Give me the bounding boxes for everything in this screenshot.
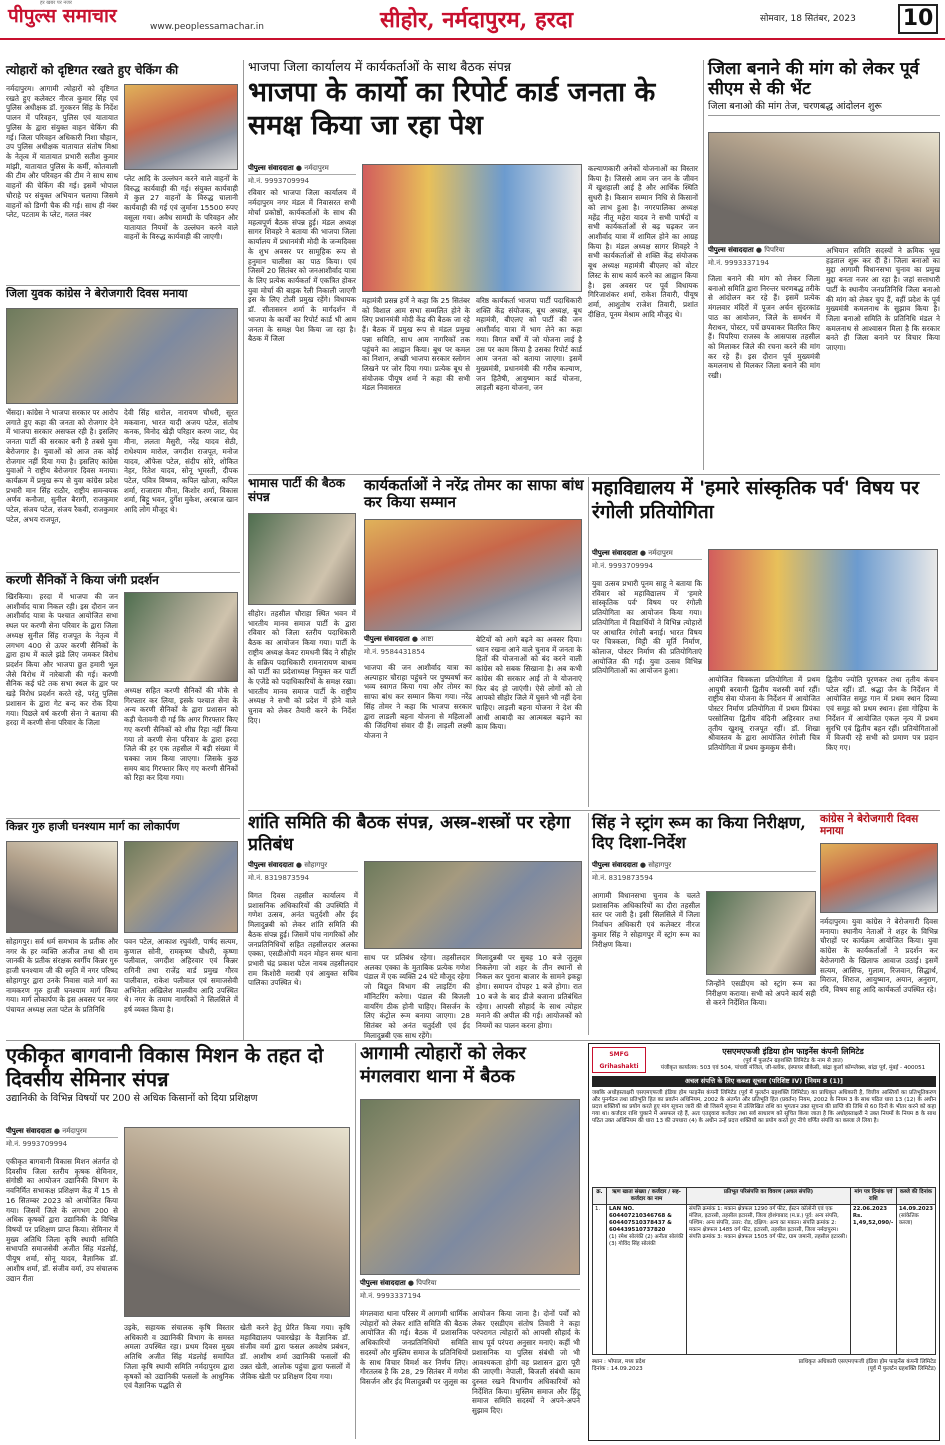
body-text: भैंसदा। कांग्रेस ने भाजपा सरकार पर आरोप लगाते हुए कहा की जनता को रोजगार देने में भाजपा सरकार असफल रही है। इसलिए जनता पार्टी की सरकार बनी है तबसे युवा बेरोजगार है। युवाओं को आज तक कोई रोजगार नहीं दिया गया है। इसलिए कांग्रेस युवाओं ने राष्ट्रीय बेरोजगार दिवस मनाया। कार्यक्रम में प्रमुख रूप से युवा कांग्रेस प्रदेश प्रभारी मान सिंह राठौर, राष्ट्रीय समन्वयक अर्णव कनौजा, सुनील बैरागी, राजकुमार पटेल, संजय पटेल, संजय रैकवी, राजकुमार पटेल, अभय राजपूत, <box>6 408 118 524</box>
ad-place: स्थान : भोपाल, मध्य प्रदेश <box>592 1358 646 1365</box>
masthead <box>0 0 945 40</box>
table-header-cell: ऋण खाता संख्या / कर्जदार / सह-कर्जदार का नाम <box>607 1187 687 1204</box>
ad-signatory-note: (पूर्व में फुलर्टन ग्रहशक्ति लिमिटेड) <box>867 1365 936 1372</box>
body-text: खेती करने हेतु प्रेरित किया गया। कृषि महाविद्यालय पवारखेड़ा के वैज्ञानिक डॉ. संजीव वर्मा द्वारा फसल अवशेष प्रबंधन, डॉ. आशीष शर्मा उद्यानिकी फसलों की उन्नत खेती, आलोक पहुंचा द्वारा फसलों में जैविक खेती पर प्रशिक्षण दिया गया। <box>240 1323 350 1381</box>
story-mangalwara-meeting <box>360 1043 582 1441</box>
news-photo <box>124 1127 350 1317</box>
body-text: महामंत्री प्रसन्न हर्णे ने कहा कि 25 सितंबर को विशाल आम सभा सम्मलित होने के लिए प्रधानमंत्री मोदी केंद्र की बैठक जा रहे हैं। बैठक में प्रमुख रूप से मंडल प्रमुख पन्ना समिति, साथ आम नागरिकों तक पहुंचने का आह्वान किया। बूथ पर कमल का निशान, अच्छी भाजपा सरकार स्लोगन लिखने पर जोर दिया गया। प्रत्येक बूथ से संयोजक पीयूष शर्मा ने कहा की सभी मंडल निवासरत <box>362 296 470 393</box>
table-header-cell: कब्जे की दिनांक <box>896 1187 935 1204</box>
ad-logo <box>592 1047 646 1073</box>
headline: त्योहारों को दृष्टिगत रखते हुए चेकिंग की <box>6 63 179 77</box>
row-property: संपत्ति क्रमांक 1: मकान क्षेत्रफल 1290 वर्ग फीट, ईस्टन कॉलोनी एवं एक मंजिल, इटारसी, तहसील इटारसी, जिला होशंगाबाद (म.प्र.) पूर्व: अन्य संपत्ति, पश्चिम: अन्य संपत्ति, उत्तर: रोड, दक्षिण: अन्य का मकान। संपत्ति क्रमांक 2: मकान क्षेत्रफल 1485 वर्ग फीट, इटारसी, तहसील इटारसी, जिला नर्मदापुरम। संपत्ति क्रमांक 3: मकान क्षेत्रफल 1505 वर्ग फीट, ग्राम जमानी, तहसील इटारसी। <box>687 1204 851 1354</box>
page-number: 10 <box>898 4 938 34</box>
issue-date: सोमवार, 18 सितंबर, 2023 <box>760 14 856 24</box>
site-url[interactable]: www.peoplessamachar.in <box>150 22 264 32</box>
body-text: खिरकिया। हरदा में भाजपा की जन आशीर्वाद यात्रा निकल रही। इस दौरान जन आशीर्वाद यात्रा के पश्चात आयोजित सभा स्थल पर करणी सेना परिवार के द्वारा जिला अध्यक्ष सुनील सिंह राजपूत के नेतृत्व में लगभग 400 से ऊपर करणी सैनिकों के द्वारा हाथ में काले झंडे लिए जमकर विरोध प्रदर्शन किया और भाजपा छुत हमारी भूल जैसे विरोध में नारेबाजी की गई। करणी सैनिक कई घंटे तक सभा स्थल के द्वार पर खड़े विरोध प्रदर्शन करते रहे, परंतु पुलिस प्रशासन के द्वारा गेट बन्द कर रोक दिया गया। पिछले वर्ष करणी सेना ने बताया की हरदा में करणी सेना परिवार के जिला <box>6 592 118 728</box>
reporter-phone: मो.नं. 9584431854 <box>364 648 426 657</box>
region-title: सीहोर, नर्मदापुरम, हरदा <box>380 7 574 33</box>
byline: पीपुल्स संवाददाता ● नर्मदापुरम <box>6 1127 118 1138</box>
column-divider <box>588 477 589 807</box>
byline-block <box>360 1279 580 1307</box>
dateline-place: नर्मदापुरम <box>304 164 329 172</box>
dateline-place: सोहागपुर <box>304 861 328 869</box>
divider <box>6 818 240 819</box>
byline: पीपुल्स संवाददाता ● सोहागपुर <box>248 861 358 872</box>
reporter-phone: मो.नं. 9993709994 <box>248 177 310 186</box>
table-header-cell: मांग पत्र दिनांक एवं राशि <box>850 1187 896 1204</box>
news-photo <box>248 513 356 605</box>
story-peace-committee <box>248 813 584 1040</box>
news-photo <box>124 84 238 170</box>
story-karni-sena <box>6 574 239 816</box>
news-photo <box>6 841 118 933</box>
news-photo <box>360 1099 580 1275</box>
body-text: नर्मदापुरम। आगामी त्योहारों को दृष्टिगत रखते हुए कलेक्टर नीरज कुमार सिंह एवं पुलिस अधीक्षक डॉ. गुरकरन सिंह के निर्देश पालन में परिवहन, पुलिस एवं यातायात पुलिस के द्वारा संयुक्त वाहन चेकिंग की गई। जिला परिवहन अधिकारी निशा चौहान, उप पुलिस अधीक्षक यातायात संतोष मिश्रा के नेतृत्व में यातायात प्रभारी सतीश कुमार मांझी, यातायात पुलिस के कर्मी, कोतवाली की टीम और परिवहन की टीम ने साथ साथ वाहनों की चेकिंग की गई। इसमें भोपाल चौराहे पर संयुक्त अभियान चलाया जिसमे वाहनों को डिग्गी चैक की गई। साथ ही नंबर प्लेट, पटताम के प्लेट, गलत नंबर <box>6 84 118 220</box>
kicker: भाजपा जिला कार्यालय में कार्यकर्ताओं के साथ बैठक संपन्न <box>248 59 511 74</box>
body-text: बेटियों को आगे बढ़ने का अवसर दिया। ध्यान रखना आने वाले चुनाव में जनता के हितों की योजनाओं को बंद करने वाली कांग्रेस को सबक सिखाना है। अब कभी कांग्रेस की सरकार आई तो वे योजनाएं फिर बंद हो जाएंगी। ऐसे लोगों को तो आपको सीहोर जिले में घुसने भी नहीं देना चाहिए। लाड़ली बहना योजना ने देश की आधी आबादी का आत्मबल बढ़ाने का काम किया। <box>476 635 582 732</box>
dateline-place: आष्टा <box>420 635 434 643</box>
subhead: जिला बनाओ की मांग तेज, चरणबद्ध आंदोलन शुरू <box>708 102 940 116</box>
story-checking <box>6 64 239 284</box>
row-accounts <box>607 1204 687 1354</box>
body-text: वरिष्ठ कार्यकर्ता भाजपा पार्टी पदाधिकारी शक्ति केंद्र संयोजक, बूथ अध्यक्ष, बूथ महामंत्री, बीएलए को पार्टी की जन आशीर्वाद यात्रा में भाग लेने का कहा गया। विगत वर्षों में जो योजना लाई है उस पर काम किया है उसका रिपोर्ट कार्ड आम जनता को बताया जाएगा। इसमें मुख्यमंत्री, प्रधानमंत्री की गरीब कल्याण, जन हितैषी, आयुष्मान कार्ड योजना, लाड़ली बहना योजना, जन <box>476 296 582 393</box>
news-photo <box>708 132 940 244</box>
possession-notice-ad <box>588 1043 940 1441</box>
byline: पीपुल्स संवाददाता ● पिपरिया <box>360 1279 580 1290</box>
byline-block <box>248 164 356 470</box>
news-photo <box>708 549 938 671</box>
byline: पीपुल्स संवाददाता ● आष्टा <box>364 635 472 646</box>
body-text: मंगलवारा थाना परिसर में आगामी धार्मिक त्योहारों को लेकर शांति समिति की बैठक आयोजित की गई। बैठक में प्रशासनिक अधिकारियों जनप्रतिनिधियों समिति सदस्यों और मुस्लिम समाज के प्रतिनिधियों के साथ विचार विमर्श कर निर्णय लिए। गौरतलब है कि 28, 29 सितंबर में गणेश विसर्जन और ईद मिलादुन्नबी पर जुलूस का <box>360 1309 468 1387</box>
brand-tagline: हर खबर पर नजर <box>40 0 72 6</box>
ad-notice-body: जबकि अधोहस्ताक्षरी एसएमएफजी इंडिया होम फाइनेंस कंपनी लिमिटेड (पूर्व में फुलर्टन ग्रहशक्ति लिमिटेड) का प्राधिकृत अधिकारी है, वित्तीय आस्तियों का प्रतिभूतिकरण और पुनर्गठन तथा प्रतिभूति हित का प्रवर्तन अधिनियम, 2002 के अंतर्गत और प्रतिभूति हित (प्रवर्तन) नियम, 2002 के नियम 3 के साथ पठित धारा 13 (12) के अधीन प्रदत्त शक्तियों का प्रयोग करते हुए मांग सूचना जारी की थी जिसमें सूचना में उल्लिखित राशि का भुगतान उक्त सूचना की प्राप्ति की तिथि से 60 दिनों के भीतर करने को कहा गया था। कर्जदार राशि चुकाने में असफल रहे हैं, अतः एतद्द्वारा कर्जदार तथा सर्व साधारण को सूचित किया जाता है कि अधोहस्ताक्षरी ने उक्त नियमों के नियम 8 के साथ पठित उक्त अधिनियम की धारा 13 की उपधारा (4) के अधीन उन्हें प्रदत्त शक्तियों का प्रयोग करते हुए नीचे वर्णित संपत्ति का कब्जा ले लिया है। <box>592 1089 936 1124</box>
reporter-phone: मो.नं. 9993337194 <box>360 1292 422 1301</box>
body-text: द्वितीय ज्योति पूरणकर तथा तृतीय कंचन पटेल रहीं। डॉ. श्रद्धा जैन के निर्देशन में आयोजित समूह गान में प्रथम स्थान दिव्या एवं समूह को प्रथम स्थान। हंसा गोहिया के निर्देशन में आयोजित एकल नृत्य में प्रथम सुरभि एवं द्वितीय बहन रहीं। प्रतियोगिताओं में विजयी रहे सभी को प्रमाण पत्र प्रदान किए गए। <box>826 675 938 753</box>
column-divider <box>588 813 589 1035</box>
loan-accounts: LAN NO. 604407210346768 & 604407510378437 & 604439510737820 <box>609 1205 672 1234</box>
reporter-name: पीपुल्स संवाददाता <box>708 246 754 254</box>
body-text: मिलादुन्नबी पर सुबह 10 बजे जुलूस निकलेगा जो शहर के तीन स्थानों से निकल कर पुराना बाजार के सामने इकट्ठा होगा। समापन दोपहर 1 बजे होगा। रात 10 बजे के बाद डीजे बजाना प्रतिबंधित रहेगा। आपसी सौहार्द के साथ त्योहार मनाने की अपील की गई। आयोजकों को नियमों का पालन करना होगा। <box>476 953 582 1031</box>
news-photo <box>6 308 238 404</box>
reporter-name: पीपुल्स संवाददाता <box>248 861 294 869</box>
byline: पीपुल्स संवाददाता ● पिपरिया <box>708 246 940 257</box>
table-header-cell: क्र. <box>593 1187 607 1204</box>
reporter-name: पीपुल्स संवाददाता <box>364 635 410 643</box>
body-text: आयोजन किया जाना है। दोनों पर्वों को लेकर एसडीएम संतोष तिवारी ने कहा परंपरागत त्योहारों को आपसी सौहार्द के साथ पूर्व परंपरा अनुसार मनाएं। कहीं भी प्रशासनिक या पुलिस संबंधी जो भी आवश्यकता होगी वह प्रशासन द्वारा पूरी की जाएगी। नेपाली, बिजली संबंधी काम दुरुस्त रखने विभागीय अधिकारियों को निर्देशित किया। मुस्लिम समाज और हिंदू समाज समिति सदस्यों ने अपने-अपने सुझाव दिए। <box>472 1309 580 1416</box>
story-strong-room <box>592 813 816 1035</box>
dateline-place: नर्मदापुरम <box>62 1127 87 1135</box>
borrower-names: (1) रमेश सोलंकी (2) अनीता सोलंकी (3) गोविंद सिंह सोलंकी <box>609 1234 684 1248</box>
headline: कांग्रेस ने बेरोजगारी दिवस मनाया <box>820 813 919 838</box>
column-divider <box>355 1043 356 1439</box>
dateline-place: पिपरिया <box>416 1279 437 1287</box>
possession-table <box>592 1187 936 1355</box>
story-bhamas-party <box>248 477 358 807</box>
body-text: आगामी विधानसभा चुनाव के चलते प्रशासनिक अधिकारियों का दौरा तहसील स्तर पर जारी है। इसी सिलसिले में जिला निर्वाचन अधिकारी एवं कलेक्टर नीरज कुमार सिंह ने सोहागपुर में स्ट्रांग रूम का निरीक्षण किया। <box>592 891 700 949</box>
possession-type: (सांकेतिक कब्जा) <box>898 1212 919 1227</box>
reporter-name: पीपुल्स संवाददाता <box>6 1127 52 1135</box>
ad-prev-name: (पूर्व में फुलर्टन ग्रहशक्ति लिमिटेड के नाम से ज्ञात) <box>743 1057 843 1064</box>
divider <box>6 285 240 286</box>
story-rangoli-competition <box>592 477 940 807</box>
table-header <box>593 1187 936 1204</box>
body-text: अध्यक्ष सहित करणी सैनिकों की मौके से गिरफ्तार कर लिया, इसके पश्चात सेना के अन्य करणी सैनिकों के द्वारा प्रशासन को कड़ी चेतावनी दी गई कि अगर गिरफ्तार किए गए करणी सैनिकों को शीघ्र रिहा नहीं किया गया तो करणी सेना परिवार के द्वारा हरदा जिले की हर एक तहसील में बड़ी संख्या में चक्का जाम किया जाएगा। जिसके कुछ समय बाद गिरफ्तार किए गए करणी सैनिकों को रिहा कर दिया गया। <box>124 686 238 783</box>
body-text: देवी सिंह धारोल, नारायण चौधरी, सूरत मकवाना, भारत यादी अजय पटेल, संतोष कनक, विनोद खेड़ी परिहार करण जाट, घेद मीना, ललता मैसुरी, नरेंद्र यादव सेठी, राधेश्याम मारोल, जगदीश राजपूत, मनोज यादव, ऑफेस पटेल, संदीप सोरे, शोकित नेहर, रितेश यादव, सोनू भूमस्ती, दीपक पटेल, पवित्र विष्णव, कपिल खोजा, कपिल शर्मा, राजाराम मीना, किशोर शर्मा, विकास शर्मा, बिट्टू भवन, दुर्गेश मुकेश, अरबाज खान आदि लोग मौजूद थे। <box>124 408 238 515</box>
headline: भामास पार्टी की बैठक संपन्न <box>248 476 345 504</box>
byline-block <box>248 861 358 889</box>
divider <box>248 810 940 811</box>
ad-office: पंजीकृत कार्यालय: 503 एवं 504, पांचवी मंजिल, जी-ब्लॉक, इंस्पायर बीकेसी, बांद्रा कुर्ला कॉम्प्लेक्स, बांद्रा पूर्व, मुंबई - 400051 <box>660 1064 926 1071</box>
story-district-demand <box>708 60 940 472</box>
ad-date: दिनांक : 14.09.2023 <box>592 1365 643 1372</box>
story-congress-unemployment <box>820 813 940 1035</box>
byline-block <box>592 861 816 889</box>
news-photo <box>364 861 582 949</box>
reporter-phone: मो.नं. 9993709994 <box>6 1140 68 1149</box>
reporter-phone: मो.नं. 9993709994 <box>592 562 654 571</box>
body-text: आयोजित चित्रकला प्रतियोगिता में प्रथम आयुषी बरवानी द्वितीय यशस्वी वर्मा रहीं। राष्ट्रीय सेवा योजना के निर्देशन में आयोजित पोस्टर निर्माण प्रतियोगिता में प्रथम प्रियंका परसोलिया द्वितीय वंदिनी अहिरवार तथा तृतीय खुशबू राजपूत रहीं। डॉ. शिखा श्रीवास्तव के द्वारा आयोजित रंगोली चित्र प्रतियोगिता में प्रथम कुमकुम सैनी। <box>708 675 820 753</box>
headline: आगामी त्योहारों को लेकर मंगलवारा थाना में बैठक <box>360 1043 526 1087</box>
dateline-place: सोहागपुर <box>648 861 672 869</box>
body-text: साथ पर प्रतिबंध रहेगा। तहसीलदार अलका एक्का के मुताबिक प्रत्येक गणेश पंडाल में एक व्यक्ति 24 घंटे मौजूद रहेगा जो विद्युत विभाग की लाइटिंग की मॉनिटरिंग करेगा। पंडाल की बिजली वायरिंग ठीक होनी चाहिए। विसर्जन के लिए कंट्रोल रूम बनाया जाएगा। 28 सितंबर को अनंत चतुर्दशी एवं ईद मिलादुन्नबी एक साथ रहेंगे। <box>364 953 470 1040</box>
news-photo <box>820 843 938 913</box>
byline-block <box>364 635 472 663</box>
brand-logo: पीपुल्स समाचार <box>8 5 117 27</box>
byline: पीपुल्स संवाददाता ● नर्मदापुरम <box>592 549 702 560</box>
reporter-name: पीपुल्स संवाददाता <box>592 549 638 557</box>
headline: सिंह ने स्ट्रांग रूम का किया निरीक्षण, दिए दिशा-निर्देश <box>592 813 806 852</box>
story-horticulture-seminar <box>6 1043 352 1441</box>
demand-amount: Rs. 1,49,52,090/- <box>852 1212 894 1227</box>
story-tomar-honour <box>364 477 584 807</box>
body-text: नर्मदापुरम। युवा कांग्रेस ने बेरोजगारी दिवस मनाया। स्थानीय नेताओं ने शहर के विभिन्न चौराहों पर कार्यक्रम आयोजित किया। युवा कांग्रेस के कार्यकर्ताओं ने प्रदर्शन कर बेरोजगारी के खिलाफ आवाज उठाई। इसमें सत्यम, आसिफ, गुलाम, रिजवान, सिद्धार्थ, मिराज, शिराज, आयुष्मान, अयान, अनुराग, रवि, विषय साहू आदि कार्यकर्ता उपस्थित रहे। <box>820 917 938 995</box>
column-divider <box>703 60 704 470</box>
ad-signatory: प्राधिकृत अधिकारी एसएमएफजी इंडिया होम फाइनेंस कंपनी लिमिटेड <box>798 1358 936 1365</box>
reporter-phone: मो.नं. 8319873594 <box>592 874 654 883</box>
headline: जिला युवक कांग्रेस ने बेरोजगारी दिवस मनाया <box>6 287 188 300</box>
headline: महाविद्यालय में 'हमारे सांस्कृतिक पर्व' विषय पर रंगोली प्रतियोगिता <box>592 477 919 523</box>
body-text: रविवार को भाजपा जिला कार्यालय में नर्मदापुरम नगर मंडल में निवासरत सभी मोर्चा प्रकोष्ठों, कार्यकर्ताओं के साथ की महत्वपूर्ण बैठक संपन्न हुई। मंडल अध्यक्ष सागर शिवहरे ने बताया की भाजपा जिला कार्यालय में प्रधानमंत्री मोदी के जन्मदिवस के शुभ अवसर पर सामूहिक रूप से हनुमान चालीसा का पाठ किया। एवं जिसमें 20 सितंबर को जनआशीर्वाद यात्रा के लिए प्रत्येक कार्यकर्ता में एकत्रित होकर युवा मोर्चा की बाइक रैली निकाली जाएगी इस के लिए टोली प्रमुख रहेंगे। विधायक डॉ. सीतासरन शर्मा के मार्गदर्शन में भाजपा के कार्यों का रिपोर्ट कार्ड भी आम जनता के समक्ष पेश किया जा रहा है। बैठक में जिला <box>248 188 356 344</box>
reporter-name: पीपुल्स संवाददाता <box>360 1279 406 1287</box>
story-bjp-report-card <box>248 60 700 472</box>
table-header-cell: प्रतिभूत परिसंपत्ति का विवरण (अचल संपत्ति) <box>687 1187 851 1204</box>
headline: एकीकृत बागवानी विकास मिशन के तहत दो दिवसीय सेमिनार संपन्न <box>6 1043 324 1091</box>
byline: पीपुल्स संवाददाता ● सोहागपुर <box>592 861 816 872</box>
body-text: एकीकृत बागवानी विकास मिशन अंतर्गत दो दिवसीय जिला स्तरीय कृषक सेमिनार, संगोष्ठी का आयोजन उद्यानिकी विभाग के नवनिर्मित सभाकक्ष प्रशिक्षण केंद्र में 15 से 16 सितम्बर 2023 को आयोजित किया गया। जिसमें जिले के लगभग 200 से अधिक कृषकों द्वारा उद्यानिकी के विभिन्न विषयों पर प्रशिक्षण प्राप्त किया। सेमिनार में मुख्य अतिथि जिला कृषि स्थायी समिति सभापति समाजसेवी अजीत सिंह मंडलोई, पीयूष शर्मा, सोनू यादव, वैज्ञानिक डॉ. आशीष शर्मा, डॉ. संजीव वर्मा, उप संचालक उद्यान रीता <box>6 1157 118 1283</box>
story-youth-congress <box>6 288 239 570</box>
news-photo <box>364 519 582 631</box>
body-text: सोहागपुर। सर्व धर्म समभाव के प्रतीक और नगर के हर व्यक्ति अजीज तथा श्री राम जानकी के प्रतीक संरक्षक स्वर्गीय किन्नर गुरु हाजी घनश्याम जी की स्मृति में नगर परिषद सोहागपुर द्वारा उनके निवास वाले मार्ग का नामकरण गुरु हाजी घनश्याम मार्ग किया गया। मार्ग लोकार्पण के इस अवसर पर नगर पंचायत अध्यक्ष लता पटेल के प्रतिनिधि <box>6 937 118 1015</box>
reporter-name: पीपुल्स संवाददाता <box>248 164 294 172</box>
row-possession <box>896 1204 935 1354</box>
reporter-name: पीपुल्स संवाददाता <box>592 861 638 869</box>
body-text: सीहोर। तहसील चौराहा स्थित भवन में भारतीय मानव समाज पार्टी के द्वारा रविवार को जिला स्तरीय पदाधिकारी बैठक का आयोजन किया गया। पार्टी के राष्ट्रीय अध्यक्ष केवट रामधनी बिंद ने सीहोर के सक्रिय पदाधिकारी रामनारायण बाथम को पार्टी का प्रदेशाध्यक्ष नियुक्त कर पार्टी के एजेंडे को पदाधिकारियों के समक्ष रखा। भारतीय मानव समाज पार्टी के राष्ट्रीय अध्यक्ष ने सभी को प्रदेश में होने वाले चुनाव को लेकर तैयारी करने के निर्देश दिए। <box>248 609 356 725</box>
body-text: जिला बनाने की मांग को लेकर जिला बनाओ समिति द्वारा निरन्तर चरणबद्ध तरीके से आंदोलन कर रहे हैं। इसमें प्रत्येक मंगलवार मंदिरों में पूजन अर्चन सुंदरकांड पाठ का आयोजन, जिले के समर्थन में मैराथन, पोस्टर, पर्चे छपवाकर वितरित किए हैं। पिपरिया राजस्व के आसपास तहसील को मिलाकर जिले की रचना करने की मांग कर रहे हैं। इस दौरान पूर्व मुख्यमंत्री कमलनाथ से मिलकर जिला बनाने की मांग रखी। <box>708 274 820 381</box>
body-text: पवन पटेल, आकाश रघुवंशी, पार्षद सत्यम, कुणाल सोनी, रामकृष्ण चौधरी, कृष्णा पलीवाल, जगदीश अहिरवार एवं किन्नर रागिनी तथा राजेंद्र वार्ड प्रमुख गौरव पालीवाल, राकेश पलीवाल एवं समाजसेवी अभिनेता अखिलेश मालवीय आदि उपस्थित थे। नगर के तमाम नागरिकों ने सिलसिले में हर्ष व्यक्त किया है। <box>124 937 238 1015</box>
column-divider <box>243 60 244 1040</box>
subhead: उद्यानिकी के विभिन्न विषयों पर 200 से अधिक किसानों को दिया प्रशिक्षण <box>6 1093 258 1104</box>
news-photo <box>124 841 238 933</box>
row-number: 1. <box>593 1204 607 1354</box>
body-text: विगत दिवस तहसील कार्यालय में प्रशासनिक अधिकारियों की उपस्थिति में गणेश उत्सव, अनंत चतुर्दशी और ईद मिलादुन्नबी को लेकर शांति समिति की बैठक संपन्न हुई। जिसमें पांच नागरिकों और जनप्रतिनिधियों सहित तहसीलदार अलका एक्का, एसडीओपी मदन मोहन समर थाना प्रभारी चंद्र प्रकाश पटेल नायब तहसीलदार राम किशोरी मराबी एवं आयुक्त सचिव पालिका उपस्थित थे। <box>248 891 358 988</box>
divider <box>6 1040 940 1041</box>
ad-brand: SMFG Grihashakti <box>599 1051 639 1070</box>
dateline-place: नर्मदापुरम <box>648 549 673 557</box>
body-text: युवा उत्सव प्रभारी पूनम साहू ने बताया कि रविवार को महाविद्यालय में 'हमारे सांस्कृतिक पर्व' विषय पर रंगोली प्रतियोगिता का आयोजन किया गया। प्रतियोगिता में विद्यार्थियों ने विभिन्न त्योहारों पर आधारित रंगोली बनाई। भारत विषय पर चित्रकला, मिट्टी की मूर्ति निर्माण, कोलाज, पोस्टर निर्माण की प्रतियोगिताएं आयोजित की गईं। युवा उत्सव विभिन्न प्रतियोगिताओं का आयोजन हुआ। <box>592 579 702 676</box>
reporter-phone: मो.नं. 9993337194 <box>708 259 770 268</box>
headline: कार्यकर्ताओं ने नरेंद्र तोमर का साफा बांध कर किया सम्मान <box>364 476 584 512</box>
headline: किन्नर गुरु हाजी घनश्याम मार्ग का लोकार्पण <box>6 820 180 833</box>
body-text: प्लेट आदि के उल्लंघन करने वाले वाहनों के विरुद्ध कार्यवाही की गई। संयुक्त कार्यवाही में कुल 27 वाहनों के विरुद्ध चालानी कार्यवाही की गई एवं जुर्माना 15500 रुपए वसूला गया। अवैध सामग्री के परिवहन और यातायात नियमों के उल्लंघन करने वाले वाहनों के विरुद्ध कार्यवाही की जाएगी। <box>124 174 238 242</box>
headline: जिला बनाने की मांग को लेकर पूर्व सीएम से की भेंट <box>708 59 920 99</box>
headline: करणी सैनिकों ने किया जंगी प्रदर्शन <box>6 573 159 587</box>
possession-date: 14.09.2023 <box>898 1205 933 1212</box>
byline: पीपुल्स संवाददाता ● नर्मदापुरम <box>248 164 356 175</box>
row-demand <box>850 1204 896 1354</box>
ad-company: एसएमएफजी इंडिया होम फाइनेंस कंपनी लिमिटेड <box>722 1047 864 1056</box>
ad-notice-title: अचल संपत्ति के लिए कब्जा सूचना (परिशिष्ट IV) [नियम 8 (1)] <box>592 1076 936 1087</box>
demand-date: 22.06.2023 <box>852 1205 887 1212</box>
dateline-place: पिपरिया <box>764 246 785 254</box>
body-text: उइके, सहायक संचालक कृषि विस्तार अधिकारी व उद्यानिकी विभाग के समस्त अमला उपस्थित रहा। प्रथम दिवस मुख्य अतिथि अजीत सिंह मंडलोई समापित जिला कृषि स्थायी समिति नर्मदापुरम द्वारा कृषकों को उद्यानिकी फसलों के आधुनिक एवं वैज्ञानिक पद्धति से <box>124 1323 234 1391</box>
byline-block <box>592 549 702 577</box>
headline: भाजपा के कार्यो का रिपोर्ट कार्ड जनता के समक्ष किया जा रहा पेश <box>248 77 656 141</box>
story-road-inauguration <box>6 821 239 1036</box>
byline-block <box>6 1127 118 1155</box>
body-text: भाजपा की जन आशीर्वाद यात्रा का अल्पाहार चौराहा पहुंचने पर पुष्पवर्षा कर भव्य स्वागत किया गया और तोमर का साफा बांध कर सम्मान किया गया। नरेंद्र सिंह तोमर ने कहा कि भाजपा सरकार द्वारा लाडली बहना योजना से महिलाओं की जिंदगियां संवार दी हैं। लाड़ली लक्ष्मी योजना ने <box>364 663 472 741</box>
news-photo <box>362 164 582 292</box>
news-photo <box>124 592 238 682</box>
news-photo <box>706 891 816 975</box>
reporter-phone: मो.नं. 8319873594 <box>248 874 310 883</box>
divider <box>248 474 940 475</box>
body-text: जिन्होंने एसडीएम को स्ट्रांग रूम का निरीक्षण कराया। सभी को अपने कार्य सही से करने निर्देशित किया। <box>706 979 816 1008</box>
table-row <box>593 1204 936 1354</box>
body-text: कल्याणकारी अनेकों योजनाओं का विस्तार किया है। जिससे आम जन जन के जीवन में खुशहाली आई है और आर्थिक स्थिति सुधरी है। किसान सम्मान निधि से किसानों को लाभ हुआ है। नगरपालिका अध्यक्ष महेंद्र नीतू महेरा यादव ने सभी पार्षदों व सभी कार्यकर्ताओं से बढ़ चढ़कर जन आशीर्वाद यात्रा में शामिल होने का आग्रह किया है। मंडल अध्यक्ष सागर शिवहरे ने सभी कार्यकर्ताओं से शक्ति केंद्र संयोजक बूथ अध्यक्ष महामंत्री बीएलए को वोटर लिस्ट के साथ कार्य करने का आह्वान किया है। इस अवसर पर पूर्व विधायक गिरिजाशंकर शर्मा, राकेश तिवारी, पीयूष शर्मा, आशुतोष राजेश तिवारी, प्रशांत दीक्षित, पूनम मेश्राम आदि मौजूद थे। <box>588 164 698 319</box>
headline: शांति समिति की बैठक संपन्न, अस्त्र-शस्त्रों पर रहेगा प्रतिबंध <box>248 813 571 855</box>
body-text: अभियान समिति सदस्यों ने क्रमिक भूख हड़ताल शुरू कर दी है। जिला बनाओ का मुद्दा आगामी विधानसभा चुनाव का प्रमुख मुद्दा बनता नजर आ रहा है। जहां सत्ताधारी पार्टी के स्थानीय जनप्रतिनिधि जिला बनाओ की मांग को लेकर चुप हैं, वहीं प्रदेश के पूर्व मुख्यमंत्री कमलनाथ के सुझाव किया है। जिला बनाओ समिति के प्रतिनिधि मंडल ने कमलनाथ से आश्वासन मिला है कि सरकार बनते ही जिला बनाने पर विचार किया जाएगा। <box>826 246 940 353</box>
